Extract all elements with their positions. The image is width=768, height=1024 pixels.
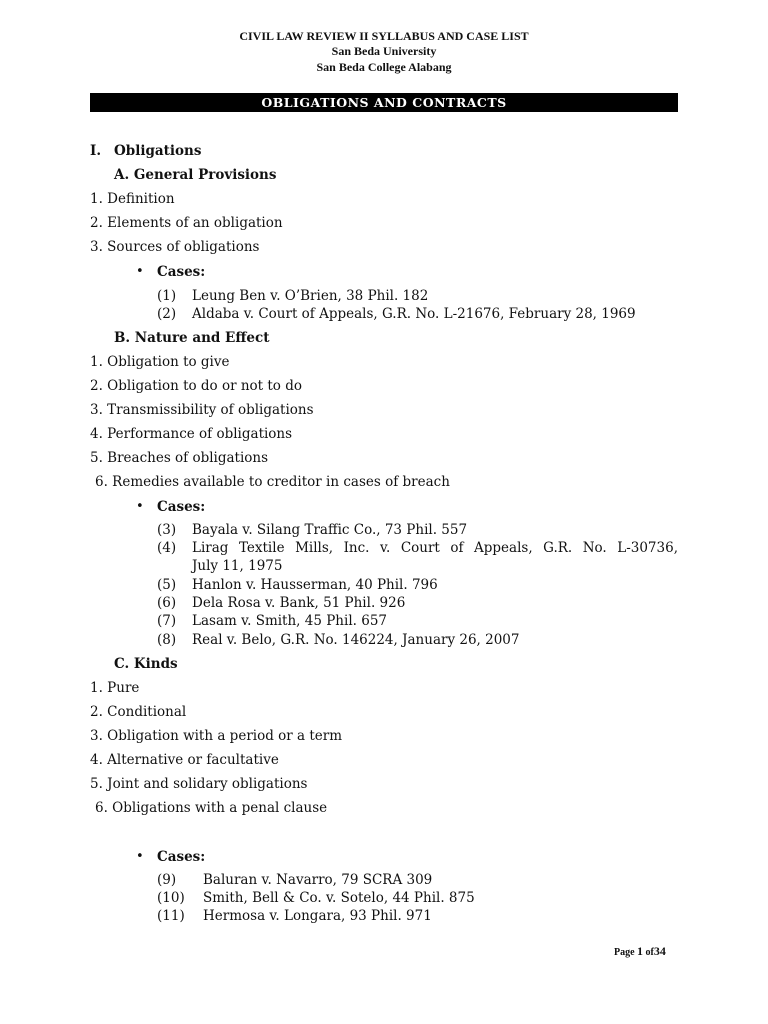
case-citation: Smith, Bell & Co. v. Sotelo, 44 Phil. 875 [203,890,475,906]
case-citation-date: July 11, 1975 [192,558,283,574]
list-item: 3. Transmissibility of obligations [90,402,314,418]
list-item: 3. Sources of obligations [90,239,260,255]
of-word: of [645,947,654,958]
list-item: 1. Definition [90,191,175,207]
page-word: Page [614,947,635,958]
list-item: 6. Remedies available to creditor in cases of breach [95,474,450,490]
case-number: (5) [157,577,177,593]
page-number: 1 [637,944,644,958]
case-number: (8) [157,632,177,648]
case-citation: Real v. Belo, G.R. No. 146224, January 26, 2007 [192,632,520,648]
case-number: (3) [157,522,177,538]
case-citation: Lirag Textile Mills, Inc. v. Court of Appeals, G.R. No. L-30736, [192,540,678,556]
case-number: (4) [157,540,177,556]
university-name: San Beda University [331,44,437,58]
case-number: (7) [157,613,177,629]
part-title: Obligations [114,143,202,159]
case-number: (2) [157,306,177,322]
case-number: (10) [157,890,185,906]
section-c-heading: C. Kinds [114,656,178,672]
list-item: 4. Performance of obligations [90,426,293,442]
case-citation: Aldaba v. Court of Appeals, G.R. No. L-21676, February 28, 1969 [192,306,636,322]
part-number: I. [90,143,102,159]
list-item: 3. Obligation with a period or a term [90,728,343,744]
list-item: 5. Joint and solidary obligations [90,776,308,792]
list-item: 2. Conditional [90,704,187,720]
list-item: 5. Breaches of obligations [90,450,269,466]
college-name: San Beda College Alabang [316,60,452,74]
list-item: 2. Elements of an obligation [90,215,283,231]
section-b-heading: B. Nature and Effect [114,330,270,346]
bullet-icon: • [136,499,144,514]
cases-label: Cases: [157,849,206,865]
section-a-heading: A. General Provisions [114,167,277,183]
case-citation: Hermosa v. Longara, 93 Phil. 971 [203,908,432,924]
case-citation: Dela Rosa v. Bank, 51 Phil. 926 [192,595,406,611]
list-item: 1. Obligation to give [90,354,230,370]
list-item: 2. Obligation to do or not to do [90,378,302,394]
bullet-icon: • [136,264,144,279]
case-citation: Lasam v. Smith, 45 Phil. 657 [192,613,387,629]
case-number: (1) [157,288,177,304]
case-citation: Hanlon v. Hausserman, 40 Phil. 796 [192,577,438,593]
list-item: 4. Alternative or facultative [90,752,279,768]
page-footer [614,944,666,959]
document-title: CIVIL LAW REVIEW II SYLLABUS AND CASE LIST [239,29,529,43]
bullet-icon: • [136,849,144,864]
case-number: (11) [157,908,185,924]
case-number: (6) [157,595,177,611]
case-citation: Baluran v. Navarro, 79 SCRA 309 [203,872,433,888]
case-citation: Bayala v. Silang Traffic Co., 73 Phil. 557 [192,522,468,538]
list-item: 1. Pure [90,680,140,696]
case-number: (9) [157,872,177,888]
cases-label: Cases: [157,264,206,280]
section-banner: OBLIGATIONS AND CONTRACTS [90,93,678,112]
list-item: 6. Obligations with a penal clause [95,800,328,816]
case-citation: Leung Ben v. O’Brien, 38 Phil. 182 [192,288,429,304]
page-total: 34 [653,944,666,958]
cases-label: Cases: [157,499,206,515]
